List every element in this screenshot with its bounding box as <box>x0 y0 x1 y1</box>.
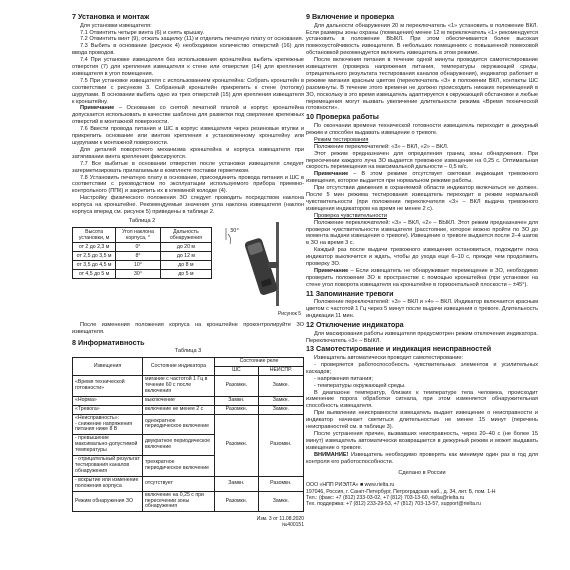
s7-p4: 7.4 При установке извещателя без использования кронштейна выбить крепежные отверстия (7) для крепления извещателя к стене или отверстия (14) для крепления извещателя в угол помещения. <box>72 57 304 77</box>
table3-cell: - отрицательный результат тестирования каналов обнаружения <box>73 456 143 477</box>
section-7-title: 7 Установка и монтаж <box>72 12 150 21</box>
s13-item: - проверяется работоспособность чувствительных элементов и усилительных каскадов; <box>306 361 538 375</box>
table3-cell: Разомкн. <box>258 476 303 491</box>
table3-cell: Замкн. <box>258 491 303 512</box>
table3-title: Таблица 3 <box>174 348 202 355</box>
s7-p3: 7.3 Выбить в основании (рисунок 4) необходимое количество отверстий (16) для ввода проводов. <box>72 43 304 57</box>
table-2 <box>72 227 212 279</box>
table3-cell <box>73 414 143 435</box>
table2-cell: до 12 м <box>160 251 211 260</box>
s12-p1: Для маскирования работы извещателя предусмотрен режим отключения индикатора. Переключатель «3» – ВЫКЛ. <box>306 330 538 344</box>
s10-sens-label: Проверка чувствительности <box>314 212 387 219</box>
table3-cell: Разомкн. <box>215 405 259 414</box>
table3-cell: - вскрытие или изменение положения корпуса <box>73 476 143 491</box>
table3-cell: Замкн. <box>258 376 303 397</box>
table3-header-rele: Состояние реле <box>215 358 304 367</box>
s13-p2: В диапазоне температур, близких к температуре тела человека, происходит изменение порога обработки сигнала, при этом изменяется обнаружительная способность извещателя. <box>306 389 538 410</box>
detector-tilt-drawing <box>218 218 303 310</box>
s10-note-text: – В этом режиме отсутствует световая индикация тревожного извещения, которое выдается при нормальном режиме работы. <box>306 171 538 185</box>
s7-p5: 7.5 При установке извещателя с использованием кронштейна: Собрать кронштейн в соответствии с рисунком 3. Собранный кронштейн прикрепить к стене (потолку) шурупами. В основании выбить одно из трех отверстий (15) для крепления извещателя к кронштейну. <box>72 77 304 105</box>
s10-test-label: Режим тестирования <box>314 136 369 143</box>
s7-p8: 7.8 Установить печатную плату в основание, присоединить провода питания и ШС в соответствии с руководством по эксплуатации используемого прибора приемно-контрольного (ППК) и закрепить их в клеммной колодке (4). <box>72 174 304 195</box>
table2-cell: 0° <box>116 242 161 251</box>
table3-cell: Разомкн. <box>258 414 303 476</box>
section-12-title: 12 Отключение индикатора <box>306 320 404 330</box>
table3-header-row <box>73 358 304 367</box>
table2-row <box>73 269 212 278</box>
table2-cell: от 2 до 2,3 м <box>73 242 116 251</box>
table3-header-neispr: НЕИСПР. <box>258 367 303 376</box>
table3-row <box>73 476 304 491</box>
left-column <box>72 12 304 528</box>
section-11-title: 11 Запоминание тревоги <box>306 288 394 298</box>
s7-p6b: Для деталей поворотного механизма кронштейна и корпуса извещателя при затягивании винта крепления фиксируются. <box>72 146 304 160</box>
s11-p1: Положение переключателей: «3» – ВКЛ и «4» – ВКЛ. Индикатор включается красным цветом с частотой 1 Гц через 5 минут после выдачи извещения о тревоге. Длительность индикации 11 мин. <box>306 299 538 320</box>
s10-p1: По окончании времени технической готовности извещатель переходит в дежурный режим и способен выдавать извещение о тревоге. <box>306 122 538 136</box>
table3-row <box>73 405 304 414</box>
s10-note <box>306 171 538 185</box>
table3-cell: Замкн. <box>258 405 303 414</box>
contact-block <box>306 482 538 507</box>
table3-cell: Разомкн. <box>215 414 259 476</box>
table3-cell: мигание с частотой 1 Гц в течение 60 с после включения <box>143 376 215 397</box>
s9-p1: Для дальности обнаружения 20 м переключатель «1» установить в положение ВКЛ. Если размеры зоны охраны (помещения) менее 12 м переключатель «1» рекомендуется установить в положение ВЫКЛ. При этом обеспечивается более высокая помехоустойчивость извещателя. В небольших помещениях с повышенной помеховой обстановкой рекомендуется включить извещатель в этом режиме. <box>306 22 538 57</box>
table3-cell: Замкн. <box>215 476 259 491</box>
s7-after: После изменения положения корпуса на кронштейне проконтролируйте ЗО извещателя. <box>72 321 304 335</box>
table3-cell: «Тревога» <box>73 405 143 414</box>
table2-cell: 30° <box>116 269 161 278</box>
table2-cell: до 8 м <box>160 260 211 269</box>
table2-cell: до 20 м <box>160 242 211 251</box>
table3-row <box>73 376 304 397</box>
table3-cell: трехкратное периодическое включение <box>143 456 215 477</box>
revision-date: Изм. 3 от 11.08.2020 <box>256 516 304 523</box>
s13-attention <box>306 452 538 466</box>
table2-row <box>73 251 212 260</box>
s10-p6: Каждый раз после выдачи тревожного извещения остановиться, подождите пока индикатор выключится и ждать, чтобы до ухода еще 6–10 с, прежде чем продолжить проверку ЗО. <box>306 247 538 268</box>
table3-row <box>73 414 304 435</box>
table2-cell: от 3,5 до 4,5 м <box>73 260 116 269</box>
section-8-title: 8 Информативность <box>72 337 145 347</box>
table2-cell: до 5 м <box>160 269 211 278</box>
table3-header-state: Состояние индикатора <box>143 358 215 376</box>
s10-note2-label: Примечание <box>314 268 349 274</box>
table2-title: Таблица 2 <box>128 217 156 224</box>
table2-row <box>73 242 212 251</box>
right-column <box>306 12 538 508</box>
table3-cell: отсутствует <box>143 476 215 491</box>
figure-5 <box>218 218 303 318</box>
section-10-title: 10 Проверка работы <box>306 112 379 122</box>
s13-item: - температуры окружающей среды. <box>314 382 406 389</box>
table3-cell: однократное периодическое включение <box>143 414 215 435</box>
table3-cell: Замкн. <box>215 396 259 405</box>
s13-p3: При выявлении неисправности извещатель выдает извещение о неисправности и индикатор начинает светиться длительностью не менее 15 минут (перечень неисправностей см. в таблице 3). <box>306 410 538 431</box>
table3-row <box>73 396 304 405</box>
s10-note-label: Примечание <box>314 171 349 178</box>
table2-header: Высота установки, м <box>73 227 116 242</box>
section-13-title: 13 Самотестирование и индикация неисправностей <box>306 344 492 354</box>
s9-p2: После включения питания в течение одной минуты проводится самотестирование извещателя (проверка напряжения питания, температуры окружающей среды, отрицательного результата тестирования каналов обнаружения), индикатор работает в режиме мигания красным цветом (переключатель «3» в положении ВКЛ, контакты ШС разомкнуты. В течение этого времени не должно происходить никаких перемещений в ЗО, поскольку в это время извещатель адаптируется к окружающей обстановке и любые перемещения могут вызвать увеличение длительности режима «Время технической готовности». <box>306 57 538 112</box>
table3-cell: «Норма» <box>73 396 143 405</box>
company-line: ООО «НПП РИЭЛТА» ■ www.rielta.ru <box>306 482 395 489</box>
made-in-russia: Сделано в России <box>398 469 446 476</box>
s10-p2: Положение переключателей: «3» – ВКЛ, «2» – ВКЛ. <box>314 143 449 150</box>
table3-cell: выключение <box>143 396 215 405</box>
table2-row <box>73 260 212 269</box>
table3-row <box>73 491 304 512</box>
s10-note2 <box>306 268 538 289</box>
table3-cell: Разомкн. <box>215 376 259 397</box>
document-number: №400151 <box>281 522 304 529</box>
s13-attention-label: ВНИМАНИЕ! <box>314 451 349 458</box>
table-3 <box>72 357 304 512</box>
address-line: 197046, Россия, г. Санкт-Петербург, Петроградская наб., д. 34, лит. Б, пом. 1-Н <box>306 488 496 495</box>
table3-cell: двукратное периодическое включение <box>143 435 215 456</box>
s13-item: - напряжения питания; <box>314 375 373 382</box>
fig5-caption: Рисунок 5 <box>277 311 301 318</box>
table2-header: Дальность обнаружения <box>160 227 211 242</box>
s7-p9: Настройку физического положения ЗО следует проводить посредством наклона корпуса на кронштейне. Рекомендуемые значения угла наклона извещателя (наклон корпуса вперед см. рисунок 5) приведены в таблице 2. <box>72 195 304 216</box>
table2-cell: 10° <box>116 260 161 269</box>
table3-cell: - превышение максимально-допустимой температуры <box>73 435 143 456</box>
table2-header: Угол наклона корпуса, ° <box>116 227 161 242</box>
s10-p4: При отсутствии движения в охраняемой области индикатор включаться не должен. После 5 мин режима тестирования извещатель переходит в режим нормальной чувствительности (при положении переключателя «3» – ВКЛ выдача тревожного извещения индикатором на время не менее 2 с). <box>306 185 538 212</box>
s13-p1: Извещатель автоматически проводит самотестирование: <box>314 355 463 362</box>
table3-cell: Замкн. <box>258 396 303 405</box>
table2-cell: 8° <box>116 251 161 260</box>
s13-p4: После устранения причин, вызвавших неисправность, через 20–40 с (не более 15 минут) извещатель автоматически возвращается в дежурный режим и может выдавать извещение о тревоге. <box>306 431 538 451</box>
table3-cell: включение не менее 2 с <box>143 405 215 414</box>
table2-header-row <box>73 227 212 242</box>
phones-line: Тел.: (факс: +7 (812) 233-03-02, +7 (812) 703-13-60, rielta@rielta.ru <box>306 495 465 502</box>
revision-info <box>72 516 304 528</box>
table3-cell: включение на 0,25 с при пересечении зоны обнаружения <box>143 491 215 512</box>
tilt-angle-label: 30° <box>230 227 239 234</box>
section-9-title: 9 Включение и проверка <box>306 12 395 21</box>
s7-note <box>72 105 304 126</box>
s10-p5: Положение переключателей: «3» – ВКЛ, «2» – ВЫКЛ. Этот режим предназначен для проверки чувствительности извещателя (расстояние, которое можно пройти по ЗО до момента выдачи извещения о тревоге). Извещение о тревоге выдается после 2–4 шагов в ЗО на время 3 с. <box>306 219 538 247</box>
s7-p2: 7.2 Отвинтить винт (9), отжать защелку (11) и отделить печатную плату от основания. <box>80 36 304 43</box>
table2-cell: от 4,5 до 5 м <box>73 269 116 278</box>
table2-figure-row <box>72 218 304 318</box>
table3-neispr-item: - снижение напряжения питания ниже 8 В <box>75 420 133 433</box>
s10-p3: Этот режим предназначен для определения границ зоны обнаружения. При пересечении каждого луча ЗО выдается тревожное извещение на 0,25 с. Оптимальная скорость перемещения на максимальной дальности – 0,5 м/с. <box>306 150 538 171</box>
table2-block <box>72 218 212 318</box>
s7-note-label: Примечание <box>80 105 115 112</box>
s7-p7: 7.7 Все выбитые в основании отверстия после установки извещателя следует загерметизировать прилагаемым в комплекте поставки герметиком. <box>72 160 304 174</box>
table3-neispr-title: «Неисправность»: <box>75 414 120 421</box>
s7-note-text: – Основание со снятой печатной платой и корпус кронштейна допускается использовать в качестве шаблона для разметки под сверление крепежных отверстий в монтажной поверхности. <box>72 105 304 126</box>
support-line: Тех. поддержка: +7 (812) 233-29-53, +7 (812) 703-13-57, support@rielta.ru <box>306 501 481 508</box>
s7-intro: Для установки извещателя: <box>80 22 152 29</box>
table2-cell: от 2,5 до 3,5 м <box>73 251 116 260</box>
s7-p6: 7.6 Ввести провода питания и ШС в корпус извещателя через резиновые втулки и прикрепить основание или винтом крепления к установленному кронштейну или шурупами к монтажной поверхности. <box>72 126 304 146</box>
table3-header-event: Извещения <box>73 358 143 376</box>
s7-p1: 7.1 Отвинтить четыре винта (6) и снять крышку. <box>80 29 205 36</box>
s10-note2-text: – Если извещатель не обнаруживает перемещение в ЗО, необходимо проверить положение ЗО в пространстве с помощью кронштейна (при установке на стене угол поворота извещателя на кронштейне в горизонтальной плоскости – ±45°). <box>306 268 538 288</box>
table3-header-shs: ШС <box>215 367 259 376</box>
s13-attention-text: Извещатель необходимо проверять как минимум один раз в год для контроля его работоспособности. <box>306 451 538 465</box>
table3-cell: Режим обнаружения ЗО <box>73 491 143 512</box>
table3-cell: «Время технической готовности» <box>73 376 143 397</box>
table3-cell: Разомкн. <box>215 491 259 512</box>
